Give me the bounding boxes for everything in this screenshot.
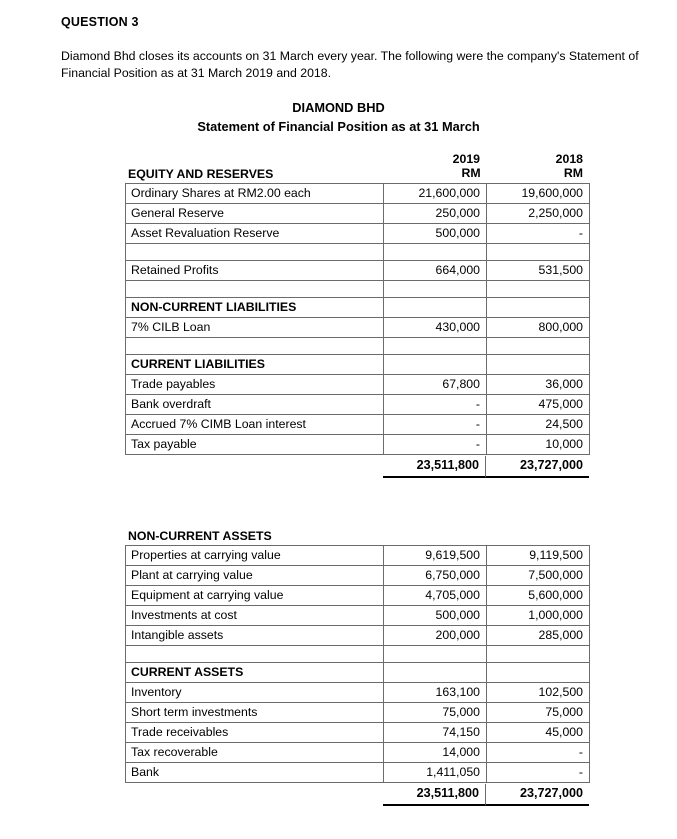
row-value-2019: 14,000 [384,743,487,763]
row-value-2018: 24,500 [487,415,590,435]
row-value-2019: 664,000 [384,261,487,281]
row-value-2018: 7,500,000 [487,566,590,586]
row-value-2018 [487,244,590,261]
row-value-2018: 1,000,000 [487,606,590,626]
row-value-2019: 500,000 [384,606,487,626]
row-label: CURRENT LIABILITIES [126,355,384,375]
column-header-spacer [125,152,383,166]
row-label: Inventory [126,683,384,703]
row-value-2019: - [384,435,487,455]
table-row [126,743,590,763]
row-value-2018 [487,646,590,663]
row-label: Asset Revaluation Reserve [126,224,384,244]
table-spacer-row [126,281,590,298]
table-row [126,683,590,703]
table-row [126,586,590,606]
statement-title [0,98,677,136]
row-value-2019: 74,150 [384,723,487,743]
section-heading-equity: EQUITY AND RESERVES [128,167,274,181]
row-value-2018 [487,338,590,355]
equity-total-2019: 23,511,800 [383,456,486,478]
table-row [126,184,590,204]
table-row [126,703,590,723]
row-value-2019: 67,800 [384,375,487,395]
company-name: DIAMOND BHD [292,100,385,115]
row-value-2019: 1,411,050 [384,763,487,783]
assets-total-2018: 23,727,000 [486,784,589,806]
column-header-currency [125,166,589,183]
page-title: QUESTION 3 [61,15,139,29]
table-section-row [126,663,590,683]
row-value-2019: 430,000 [384,318,487,338]
row-value-2018: 10,000 [487,435,590,455]
row-label: Intangible assets [126,626,384,646]
row-value-2018: 45,000 [487,723,590,743]
row-label: Tax payable [126,435,384,455]
table-row [126,606,590,626]
row-value-2018 [487,298,590,318]
row-label: Equipment at carrying value [126,586,384,606]
table-section-row [126,355,590,375]
row-label: Investments at cost [126,606,384,626]
row-label: CURRENT ASSETS [126,663,384,683]
row-value-2019: 21,600,000 [384,184,487,204]
row-value-2019 [384,298,487,318]
column-header-rm-2019: RM [461,166,481,180]
row-value-2018 [487,355,590,375]
row-value-2019 [384,338,487,355]
row-value-2018: 9,119,500 [487,546,590,566]
row-value-2018: - [487,224,590,244]
row-label: General Reserve [126,204,384,224]
row-label: 7% CILB Loan [126,318,384,338]
row-value-2018: 475,000 [487,395,590,415]
row-label: Tax recoverable [126,743,384,763]
column-header-2019: 2019 [452,152,480,166]
row-value-2019: 200,000 [384,626,487,646]
row-label: Bank [126,763,384,783]
total-label-spacer [125,784,383,806]
row-value-2019: 4,705,000 [384,586,487,606]
intro-paragraph: Diamond Bhd closes its accounts on 31 March every year. The following were the company's Statement of Financial Position as at 31 March 2019 and 2018. [61,49,639,80]
column-header-2018: 2018 [555,152,583,166]
table-row [126,204,590,224]
table-row [126,224,590,244]
table-row [126,566,590,586]
table-row [126,375,590,395]
table-row [126,723,590,743]
row-label: Trade payables [126,375,384,395]
row-value-2019: 500,000 [384,224,487,244]
table-spacer-row [126,244,590,261]
row-value-2019 [384,355,487,375]
row-label: Short term investments [126,703,384,723]
row-label: Bank overdraft [126,395,384,415]
table-row [126,763,590,783]
table-row [126,626,590,646]
statement-subtitle: Statement of Financial Position as at 31 March [197,119,480,134]
row-label: Properties at carrying value [126,546,384,566]
table-spacer-row [126,338,590,355]
table-section-row [126,298,590,318]
assets-table [125,545,590,783]
row-value-2018: 5,600,000 [487,586,590,606]
column-header-rm-2018: RM [563,166,583,180]
row-value-2018: 531,500 [487,261,590,281]
row-value-2019: 9,619,500 [384,546,487,566]
row-value-2019 [384,244,487,261]
row-label: Trade receivables [126,723,384,743]
assets-total-row [125,784,589,806]
row-value-2018: 75,000 [487,703,590,723]
row-label: Retained Profits [126,261,384,281]
equity-total-2018: 23,727,000 [486,456,589,478]
equity-and-reserves-block [125,152,589,478]
row-label [126,646,384,663]
equity-liabilities-table [125,183,590,455]
table-row [126,261,590,281]
row-value-2018: 800,000 [487,318,590,338]
row-label: Plant at carrying value [126,566,384,586]
table-row [126,318,590,338]
row-label: Ordinary Shares at RM2.00 each [126,184,384,204]
row-value-2018: - [487,763,590,783]
row-value-2019: - [384,395,487,415]
row-value-2018: 285,000 [487,626,590,646]
row-value-2018: - [487,743,590,763]
table-spacer-row [126,646,590,663]
row-value-2019: 75,000 [384,703,487,723]
assets-block [125,528,589,806]
row-value-2018 [487,281,590,298]
table-row [126,435,590,455]
row-value-2019 [384,281,487,298]
row-value-2018: 36,000 [487,375,590,395]
row-value-2019: - [384,415,487,435]
row-value-2018: 102,500 [487,683,590,703]
assets-total-2019: 23,511,800 [383,784,486,806]
section-heading-non-current-assets: NON-CURRENT ASSETS [128,529,272,543]
table-row [126,415,590,435]
total-label-spacer [125,456,383,478]
row-value-2019: 250,000 [384,204,487,224]
row-label [126,338,384,355]
equity-total-row [125,456,589,478]
row-value-2019: 163,100 [384,683,487,703]
column-header-years [125,152,589,166]
table-row [126,546,590,566]
row-value-2019: 6,750,000 [384,566,487,586]
row-value-2018: 19,600,000 [487,184,590,204]
row-label [126,244,384,261]
row-label: Accrued 7% CIMB Loan interest [126,415,384,435]
row-value-2018 [487,663,590,683]
row-value-2019 [384,663,487,683]
row-value-2019 [384,646,487,663]
row-value-2018: 2,250,000 [487,204,590,224]
row-label [126,281,384,298]
row-label: NON-CURRENT LIABILITIES [126,298,384,318]
table-row [126,395,590,415]
